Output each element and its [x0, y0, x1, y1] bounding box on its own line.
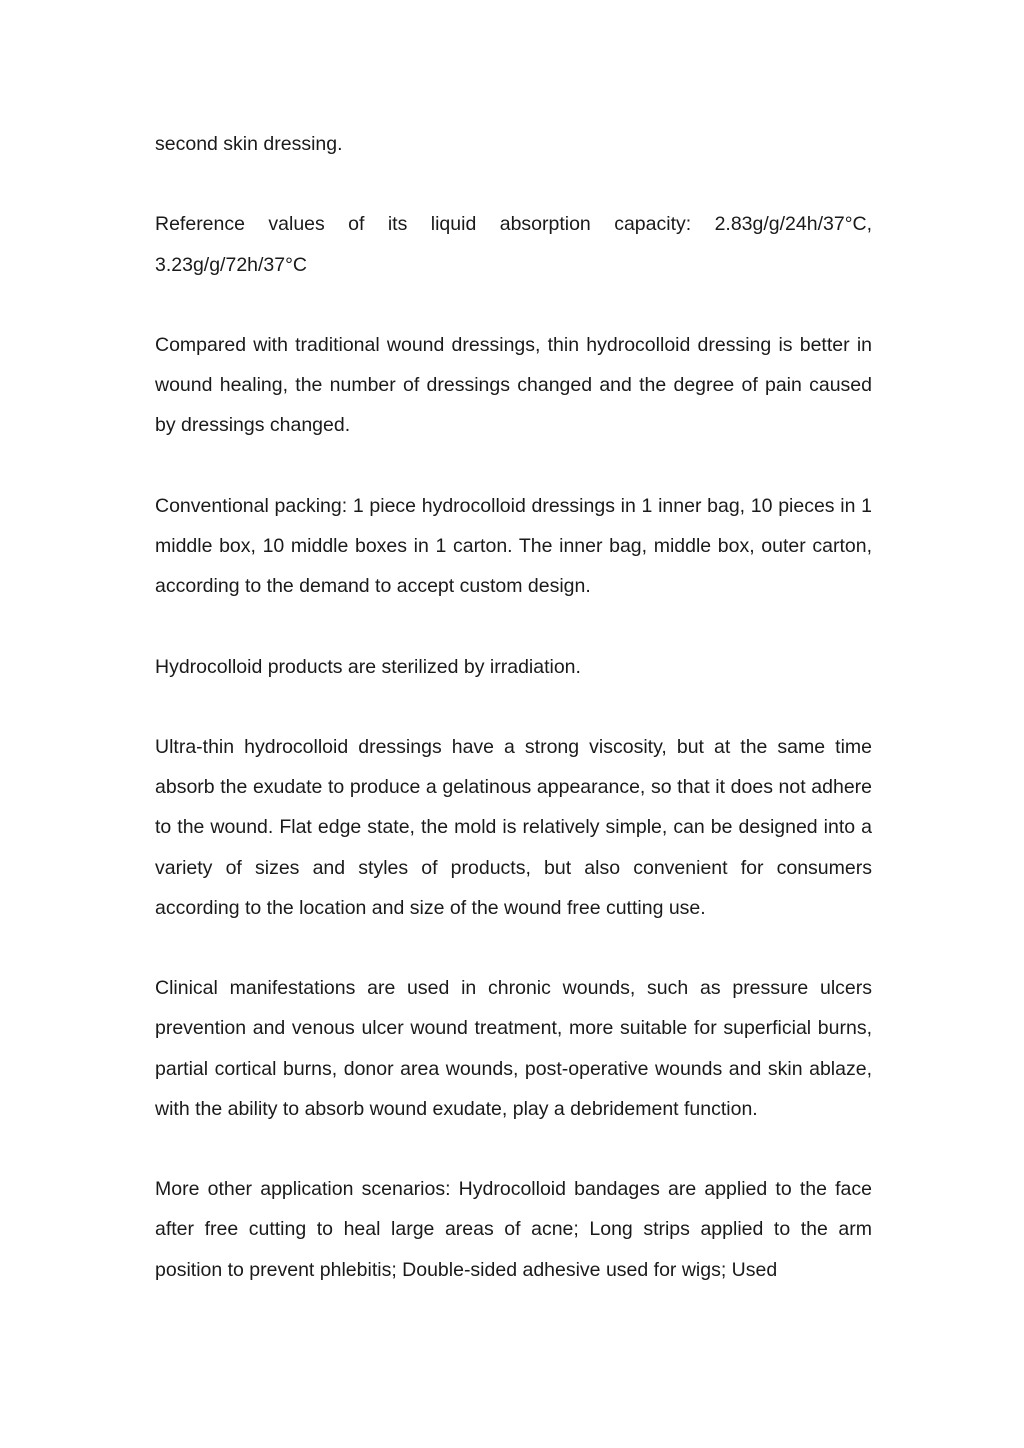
- paragraph-comparison: Compared with traditional wound dressings, thin hydrocolloid dressing is better in wound healing, the number of dressings changed and the degree of pain caused by dressings changed.: [155, 333, 872, 437]
- document-body: [155, 124, 872, 1330]
- paragraph-absorption-values: Reference values of its liquid absorption capacity: 2.83g/g/24h/37°C, 3.23g/g/72h/37°C: [155, 213, 872, 276]
- paragraph-ultra-thin: Ultra-thin hydrocolloid dressings have a strong viscosity, but at the same time absorb the exudate to produce a gelatinous appearance, so that it does not adhere to the wound. Flat edge state, the mold is relatively simple, can be designed into a variety of sizes and styles of products, but also convenient for consumers according to the location and size of the wound free cutting use.: [155, 735, 872, 919]
- paragraph-sterilization: Hydrocolloid products are sterilized by irradiation.: [155, 655, 581, 678]
- paragraph-packing: Conventional packing: 1 piece hydrocolloid dressings in 1 inner bag, 10 pieces in 1 middle box, 10 middle boxes in 1 carton. The inner bag, middle box, outer carton, according to the demand to accept custom design.: [155, 494, 872, 598]
- paragraph-clinical: Clinical manifestations are used in chronic wounds, such as pressure ulcers prevention and venous ulcer wound treatment, more suitable for superficial burns, partial cortical burns, donor area wounds, post-operative wounds and skin ablaze, with the ability to absorb wound exudate, play a debridement function.: [155, 977, 872, 1120]
- paragraph-second-skin: second skin dressing.: [155, 133, 343, 155]
- paragraph-applications: More other application scenarios: Hydrocolloid bandages are applied to the face after free cutting to heal large areas of acne; Long strips applied to the arm position to prevent phlebitis; Double-sided adhesive used for wigs; Used: [155, 1178, 872, 1281]
